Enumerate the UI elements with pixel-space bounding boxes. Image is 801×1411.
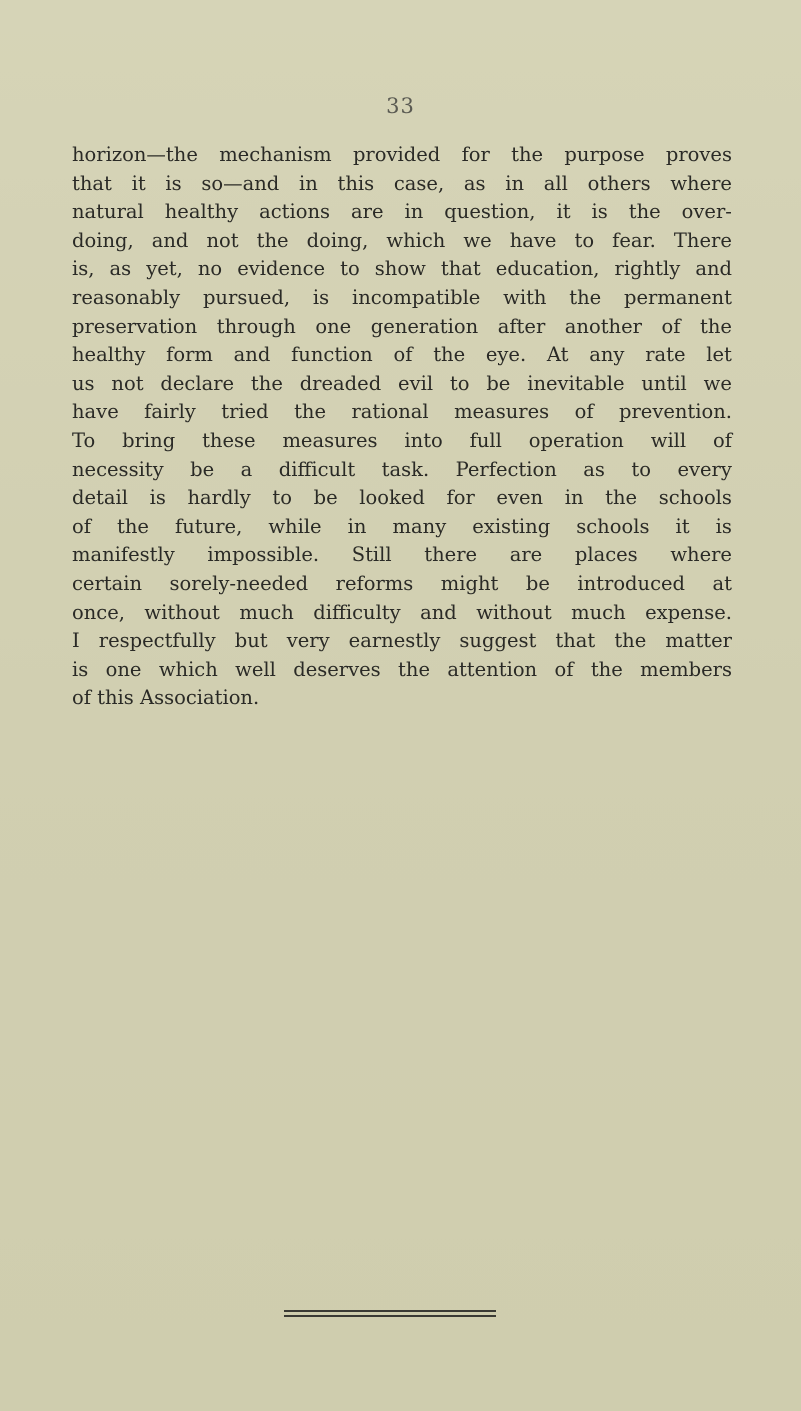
word: function xyxy=(291,343,373,367)
word: looked xyxy=(359,486,425,510)
word: healthy xyxy=(72,343,146,367)
word: have xyxy=(72,400,119,424)
word: another xyxy=(564,314,642,338)
text-line xyxy=(72,284,732,313)
word: as xyxy=(463,171,486,195)
word: in xyxy=(564,486,584,510)
word: and xyxy=(233,343,271,367)
word: mechanism xyxy=(219,143,332,166)
word: that xyxy=(440,257,481,281)
word: schools xyxy=(576,514,650,538)
word: dreaded xyxy=(299,371,382,395)
word: that xyxy=(555,629,596,653)
word: very xyxy=(286,629,330,653)
text-line xyxy=(72,427,732,456)
word: respectfully xyxy=(98,629,216,653)
word: in xyxy=(298,171,318,195)
word: declare xyxy=(160,371,235,395)
word: the xyxy=(614,629,647,653)
word: difficulty xyxy=(313,600,401,624)
word: in xyxy=(404,200,424,224)
word: are xyxy=(351,200,384,224)
word: proves xyxy=(665,143,732,166)
word: permanent xyxy=(624,285,732,309)
word: let xyxy=(706,343,732,367)
word: these xyxy=(202,428,256,452)
word: not xyxy=(111,371,144,395)
word: have xyxy=(509,228,557,252)
word: once, xyxy=(72,600,125,624)
word: this xyxy=(97,686,140,710)
text-line xyxy=(72,370,732,399)
end-rule xyxy=(284,1310,496,1320)
word: doing, xyxy=(72,228,134,252)
word: eye. xyxy=(485,343,527,367)
word: is xyxy=(715,514,732,538)
word: the xyxy=(569,285,602,309)
word: detail xyxy=(72,486,128,510)
word: education, xyxy=(495,257,600,281)
word: doing, xyxy=(306,228,369,252)
word: much xyxy=(239,600,294,624)
page-number: 33 xyxy=(386,94,415,118)
word: others xyxy=(587,171,651,195)
text-line xyxy=(72,456,732,485)
word: future, xyxy=(175,514,243,538)
word: of xyxy=(554,657,574,681)
text-line xyxy=(72,341,732,370)
word: To xyxy=(72,428,96,452)
word: the xyxy=(628,200,661,224)
word: much xyxy=(571,600,626,624)
word: will xyxy=(650,428,687,452)
word: over- xyxy=(681,200,732,224)
word: matter xyxy=(665,629,732,653)
word: inevitable xyxy=(527,371,625,395)
word: pursued, xyxy=(202,285,291,309)
text-line xyxy=(72,484,732,513)
word: to xyxy=(574,228,595,252)
word: incompatible xyxy=(351,285,481,309)
word: it xyxy=(556,200,571,224)
text-line xyxy=(72,684,732,713)
word: us xyxy=(72,371,95,395)
word: the xyxy=(117,514,149,538)
word: the xyxy=(294,400,327,424)
word: fear. xyxy=(612,228,656,252)
word: at xyxy=(712,571,732,595)
word: question, xyxy=(444,200,536,224)
word: a xyxy=(240,457,253,481)
text-line xyxy=(72,656,732,685)
word: I xyxy=(72,629,80,653)
word: the xyxy=(398,657,430,681)
text-line xyxy=(72,627,732,656)
text-line xyxy=(72,141,732,170)
word: many xyxy=(392,514,447,538)
word: even xyxy=(496,486,544,510)
word: where xyxy=(670,171,732,195)
word: difficult xyxy=(278,457,356,481)
word: might xyxy=(440,571,499,595)
word: the xyxy=(605,486,638,510)
word: in xyxy=(347,514,367,538)
text-line xyxy=(72,198,732,227)
word: tried xyxy=(221,400,269,424)
word: introduced xyxy=(577,571,686,595)
word: which xyxy=(158,657,218,681)
word: there xyxy=(424,543,478,567)
word: all xyxy=(543,171,568,195)
word: manifestly xyxy=(72,543,175,567)
word: to xyxy=(272,486,292,510)
word: reforms xyxy=(335,571,414,595)
word: of xyxy=(574,400,594,424)
word: so—and xyxy=(201,171,280,195)
word: evil xyxy=(398,371,434,395)
word: expense. xyxy=(645,600,732,624)
word: until xyxy=(641,371,687,395)
word: the xyxy=(700,314,732,338)
word: which xyxy=(386,228,446,252)
word: be xyxy=(313,486,338,510)
word: of xyxy=(393,343,413,367)
word: we xyxy=(703,371,732,395)
word: one xyxy=(105,657,142,681)
text-line xyxy=(72,541,732,570)
word: healthy xyxy=(164,200,239,224)
word: measures xyxy=(282,428,378,452)
word: while xyxy=(268,514,322,538)
word: the xyxy=(256,228,289,252)
word: where xyxy=(670,543,732,567)
word: fairly xyxy=(144,400,196,424)
text-line xyxy=(72,227,732,256)
word: is xyxy=(72,657,89,681)
word: is xyxy=(312,285,330,309)
word: to xyxy=(449,371,470,395)
word: without xyxy=(476,600,552,624)
word: the xyxy=(433,343,466,367)
word: certain xyxy=(72,571,143,595)
word: Association. xyxy=(140,686,260,710)
word: with xyxy=(503,285,547,309)
body-paragraph xyxy=(72,141,732,713)
word: every xyxy=(677,457,732,481)
word: the xyxy=(250,371,283,395)
word: suggest xyxy=(459,629,537,653)
word: At xyxy=(546,343,569,367)
word: of xyxy=(72,514,91,538)
word: it xyxy=(675,514,690,538)
word: measures xyxy=(454,400,550,424)
word: be xyxy=(525,571,550,595)
text-line xyxy=(72,170,732,199)
word: evidence xyxy=(237,257,326,281)
word: show xyxy=(374,257,426,281)
word: is xyxy=(149,486,166,510)
word: operation xyxy=(528,428,624,452)
word: is, xyxy=(72,257,95,281)
word: members xyxy=(640,657,732,681)
word: be xyxy=(190,457,215,481)
text-line xyxy=(72,255,732,284)
word: are xyxy=(509,543,543,567)
word: of xyxy=(72,686,98,710)
word: any xyxy=(589,343,625,367)
word: and xyxy=(695,257,732,281)
word: provided xyxy=(352,143,441,166)
word: as xyxy=(583,457,605,481)
word: Perfection xyxy=(455,457,557,481)
word: case, xyxy=(393,171,445,195)
word: rightly xyxy=(614,257,681,281)
word: for xyxy=(461,143,490,166)
word: the xyxy=(590,657,623,681)
text-line xyxy=(72,513,732,542)
word: bring xyxy=(122,428,176,452)
word: schools xyxy=(658,486,732,510)
word: form xyxy=(166,343,213,367)
word: into xyxy=(404,428,443,452)
word: Still xyxy=(351,543,392,567)
word: sorely-needed xyxy=(169,571,309,595)
word: preservation xyxy=(72,314,198,338)
word: one xyxy=(315,314,352,338)
word: earnestly xyxy=(348,629,441,653)
rule-line xyxy=(284,1315,496,1317)
word: attention xyxy=(447,657,538,681)
word: rate xyxy=(645,343,686,367)
word: no xyxy=(197,257,223,281)
word: not xyxy=(206,228,239,252)
word: existing xyxy=(472,514,551,538)
word: the xyxy=(511,143,544,166)
word: of xyxy=(661,314,681,338)
word: generation xyxy=(370,314,479,338)
word: impossible. xyxy=(207,543,320,567)
word: reasonably xyxy=(72,285,181,309)
word: horizon—the xyxy=(72,143,198,166)
word: but xyxy=(234,629,268,653)
word: There xyxy=(673,228,732,252)
word: is xyxy=(165,171,182,195)
word: prevention. xyxy=(618,400,732,424)
word: as xyxy=(109,257,132,281)
word: natural xyxy=(72,200,144,224)
word: we xyxy=(463,228,492,252)
word: it xyxy=(131,171,146,195)
word: deserves xyxy=(293,657,381,681)
word: is xyxy=(591,200,608,224)
word: and xyxy=(151,228,189,252)
word: rational xyxy=(351,400,429,424)
word: after xyxy=(497,314,546,338)
text-line xyxy=(72,599,732,628)
word: to xyxy=(631,457,651,481)
word: for xyxy=(446,486,475,510)
word: without xyxy=(144,600,220,624)
word: purpose xyxy=(564,143,645,166)
word: places xyxy=(574,543,638,567)
word: this xyxy=(337,171,375,195)
text-line xyxy=(72,313,732,342)
word: full xyxy=(469,428,502,452)
word: to xyxy=(340,257,360,281)
text-line xyxy=(72,570,732,599)
word: well xyxy=(235,657,276,681)
word: that xyxy=(72,171,112,195)
word: be xyxy=(486,371,511,395)
word: and xyxy=(420,600,457,624)
word: actions xyxy=(259,200,331,224)
word: of xyxy=(713,428,732,452)
word: in xyxy=(505,171,525,195)
word: through xyxy=(216,314,296,338)
text-line xyxy=(72,398,732,427)
word: task. xyxy=(381,457,430,481)
word: necessity xyxy=(72,457,164,481)
rule-line xyxy=(284,1310,496,1312)
word: hardly xyxy=(187,486,251,510)
word: yet, xyxy=(146,257,183,281)
